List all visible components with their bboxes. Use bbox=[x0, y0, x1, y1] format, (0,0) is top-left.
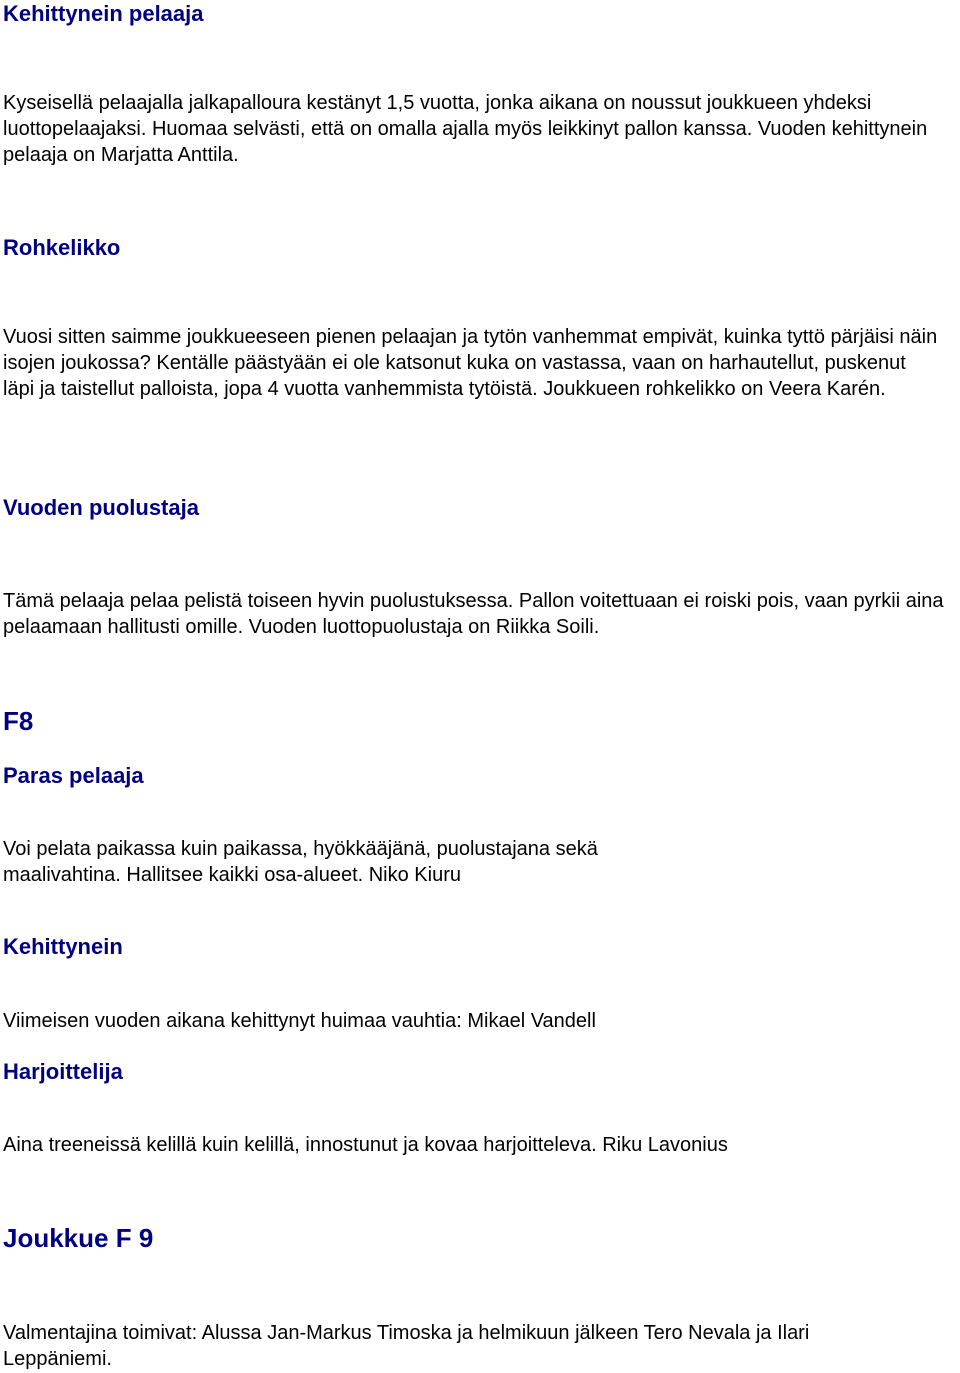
heading-paras-pelaaja: Paras pelaaja bbox=[3, 763, 144, 788]
paragraph-f9-valmentajat: Valmentajina toimivat: Alussa Jan-Markus Timoska ja helmikuun jälkeen Tero Nevala ja Ilari Leppäniemi. bbox=[3, 1322, 810, 1370]
paragraph-rohkelikko: Vuosi sitten saimme joukkueeseen pienen pelaajan ja tytön vanhemmat empivät, kuinka tyttö pärjäisi näin isojen joukossa? Kentälle päästyään ei ole katsonut kuka on vastassa, vaan on harhautellut, puskenut läpi ja taistellut palloista, jopa 4 vuotta vanhemmista tytöistä. Joukkueen rohkelikko on Veera Karén. bbox=[3, 326, 938, 400]
heading-kehittynein-pelaaja: Kehittynein pelaaja bbox=[3, 1, 204, 26]
paragraph-kehittynein: Viimeisen vuoden aikana kehittynyt huimaa vauhtia: Mikael Vandell bbox=[3, 1010, 596, 1032]
paragraph-kehittynein-pelaaja: Kyseisellä pelaajalla jalkapalloura kestänyt 1,5 vuotta, jonka aikana on noussut joukkueen yhdeksi luottopelaajaksi. Huomaa selvästi, että on omalla ajalla myös leikkinyt pallon kanssa. Vuoden kehittynein pelaaja on Marjatta Anttila. bbox=[3, 92, 928, 166]
heading-rohkelikko: Rohkelikko bbox=[3, 235, 121, 260]
paragraph-harjoittelija: Aina treeneissä kelillä kuin kelillä, innostunut ja kovaa harjoitteleva. Riku Lavonius bbox=[3, 1134, 728, 1156]
heading-harjoittelija: Harjoittelija bbox=[3, 1059, 123, 1084]
paragraph-vuoden-puolustaja: Tämä pelaaja pelaa pelistä toiseen hyvin puolustuksessa. Pallon voitettuaan ei roiski pois, vaan pyrkii aina pelaamaan hallitusti omille. Vuoden luottopuolustaja on Riikka Soili. bbox=[3, 590, 944, 638]
heading-kehittynein: Kehittynein bbox=[3, 934, 123, 959]
heading-team-f8: F8 bbox=[3, 706, 34, 736]
paragraph-paras-pelaaja: Voi pelata paikassa kuin paikassa, hyökkääjänä, puolustajana sekä maalivahtina. Hallitsee kaikki osa-alueet. Niko Kiuru bbox=[3, 838, 598, 886]
heading-vuoden-puolustaja: Vuoden puolustaja bbox=[3, 495, 199, 520]
heading-team-f9: Joukkue F 9 bbox=[3, 1223, 154, 1253]
